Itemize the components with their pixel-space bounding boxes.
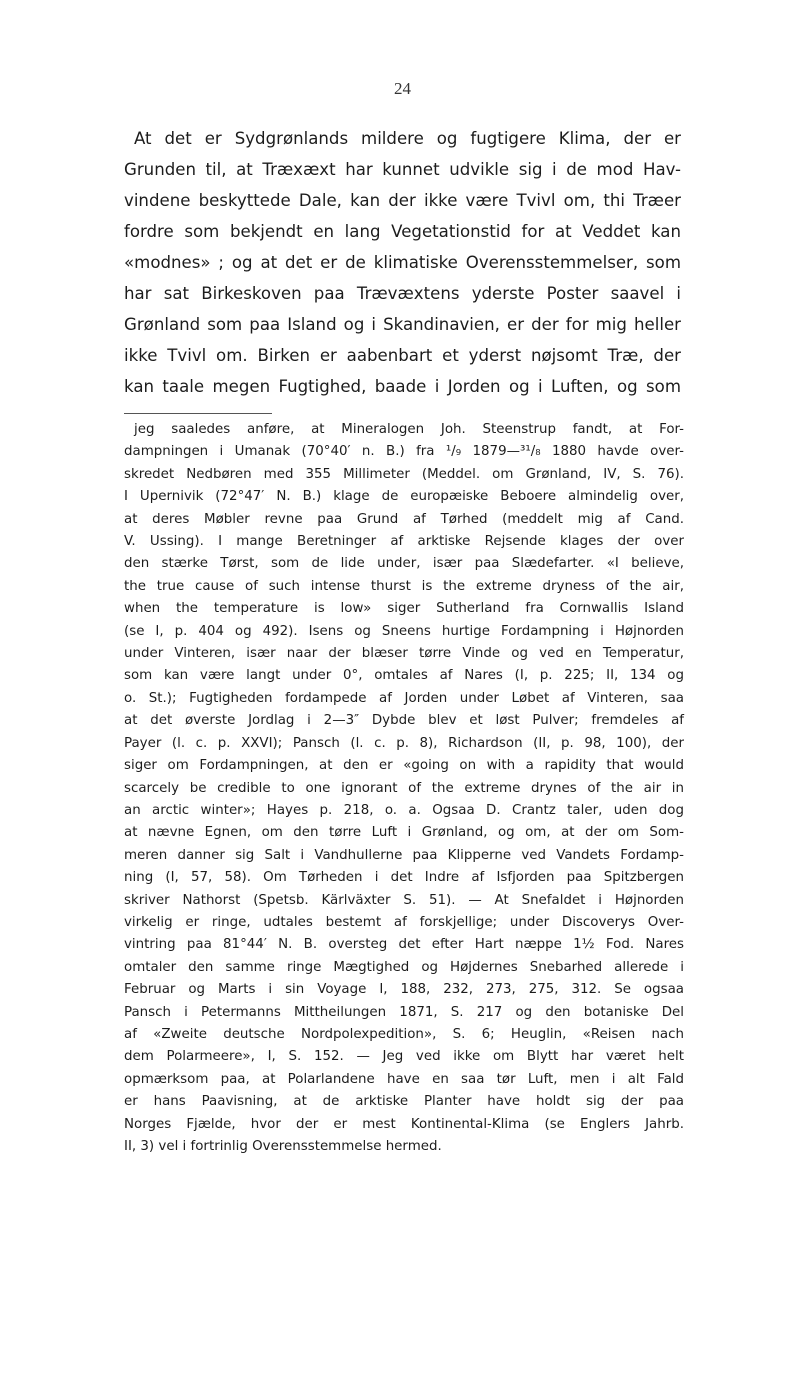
footnote-line: dem Polarmeere», I, S. 152. — Jeg ved ikke om Blytt har været helt: [124, 1049, 684, 1065]
footnote-line: Norges Fjælde, hvor der er mest Kontinental-Klima (se Englers Jahrb.: [124, 1116, 684, 1132]
footnote: [124, 419, 684, 1158]
footnote-line: Pansch i Petermanns Mittheilungen 1871, S. 217 og den botaniske Del: [124, 1004, 684, 1020]
text-line: Grunden til, at Træxæxt har kunnet udvikle sig i de mod Hav-: [124, 160, 681, 179]
footnote-line: Februar og Marts i sin Voyage I, 188, 232, 273, 275, 312. Se ogsaa: [124, 982, 684, 998]
footnote-line: II, 3) vel i fortrinlig Overensstemmelse hermed.: [124, 1139, 442, 1154]
footnote-line: o. St.); Fugtigheden fordampede af Jorden under Løbet af Vinteren, saa: [124, 690, 684, 706]
footnote-line: V. Ussing). I mange Beretninger af arktiske Rejsende klages der over: [124, 534, 684, 550]
text-line: «modnes» ; og at det er de klimatiske Overensstemmelser, som: [124, 253, 681, 272]
footnote-line: er hans Paavisning, at de arktiske Planter have holdt sig der paa: [124, 1094, 684, 1110]
footnote-line: skriver Nathorst (Spetsb. Kärlväxter S. 51). — At Snefaldet i Højnorden: [124, 892, 684, 908]
page-number: 24: [394, 79, 411, 98]
main-paragraph: [124, 123, 681, 402]
footnote-line: when the temperature is low» siger Sutherland fra Cornwallis Island: [124, 601, 684, 617]
text-line: ikke Tvivl om. Birken er aabenbart et yderst nøjsomt Træ, der: [124, 346, 681, 365]
footnote-line: dampningen i Umanak (70°40′ n. B.) fra ¹/₉ 1879—³¹/₈ 1880 havde over-: [124, 444, 684, 460]
footnote-line: at deres Møbler revne paa Grund af Tørhed (meddelt mig af Cand.: [124, 511, 684, 527]
text-line: har sat Birkeskoven paa Trævæxtens yderste Poster saavel i: [124, 284, 681, 303]
footnote-line: som kan være langt under 0°, omtales af Nares (I, p. 225; II, 134 og: [124, 668, 684, 684]
footnote-line: den stærke Tørst, som de lide under, især paa Slædefarter. «I believe,: [124, 556, 684, 572]
footnote-line: omtaler den samme ringe Mægtighed og Højdernes Snebarhed allerede i: [124, 959, 684, 975]
footnote-line: opmærksom paa, at Polarlandene have en saa tør Luft, men i alt Fald: [124, 1071, 684, 1087]
text-line: At det er Sydgrønlands mildere og fugtigere Klima, der er: [134, 129, 681, 148]
footnote-line: the true cause of such intense thurst is the extreme dryness of the air,: [124, 578, 684, 594]
footnote-line: skredet Nedbøren med 355 Millimeter (Meddel. om Grønland, IV, S. 76).: [124, 466, 684, 482]
text-line: fordre som bekjendt en lang Vegetationstid for at Veddet kan: [124, 222, 681, 241]
footnote-line: ning (I, 57, 58). Om Tørheden i det Indre af Isfjorden paa Spitzbergen: [124, 870, 684, 886]
text-line: Grønland som paa Island og i Skandinavien, er der for mig heller: [124, 315, 681, 334]
footnote-line: af «Zweite deutsche Nordpolexpedition», S. 6; Heuglin, «Reisen nach: [124, 1026, 684, 1042]
text-line: vindene beskyttede Dale, kan der ikke være Tvivl om, thi Træer: [124, 191, 681, 210]
footnote-line: siger om Fordampningen, at den er «going on with a rapidity that would: [124, 758, 684, 774]
footnote-line: at det øverste Jordlag i 2—3″ Dybde blev et løst Pulver; fremdeles af: [124, 713, 684, 729]
footnote-line: meren danner sig Salt i Vandhullerne paa Klipperne ved Vandets Fordamp-: [124, 847, 684, 863]
footnote-line: an arctic winter»; Hayes p. 218, o. a. Ogsaa D. Crantz taler, uden dog: [124, 802, 684, 818]
footnote-line: (se I, p. 404 og 492). Isens og Sneens hurtige Fordampning i Højnorden: [124, 623, 684, 639]
footnote-line: jeg saaledes anføre, at Mineralogen Joh. Steenstrup fandt, at For-: [134, 422, 684, 437]
footnote-line: virkelig er ringe, udtales bestemt af forskjellige; under Discoverys Over-: [124, 914, 684, 930]
footnote-line: vintring paa 81°44′ N. B. oversteg det efter Hart næppe 1½ Fod. Nares: [124, 937, 684, 953]
footnote-line: I Upernivik (72°47′ N. B.) klage de europæiske Beboere almindelig over,: [124, 489, 684, 505]
footnote-line: under Vinteren, især naar der blæser tørre Vinde og ved en Temperatur,: [124, 646, 684, 662]
text-line: kan taale megen Fugtighed, baade i Jorden og i Luften, og som: [124, 377, 681, 396]
footnote-line: scarcely be credible to one ignorant of the extreme drynes of the air in: [124, 780, 684, 796]
footnote-separator: [124, 413, 272, 414]
footnote-line: at nævne Egnen, om den tørre Luft i Grønland, og om, at der om Som-: [124, 825, 684, 841]
footnote-line: Payer (l. c. p. XXVI); Pansch (l. c. p. 8), Richardson (II, p. 98, 100), der: [124, 735, 684, 751]
